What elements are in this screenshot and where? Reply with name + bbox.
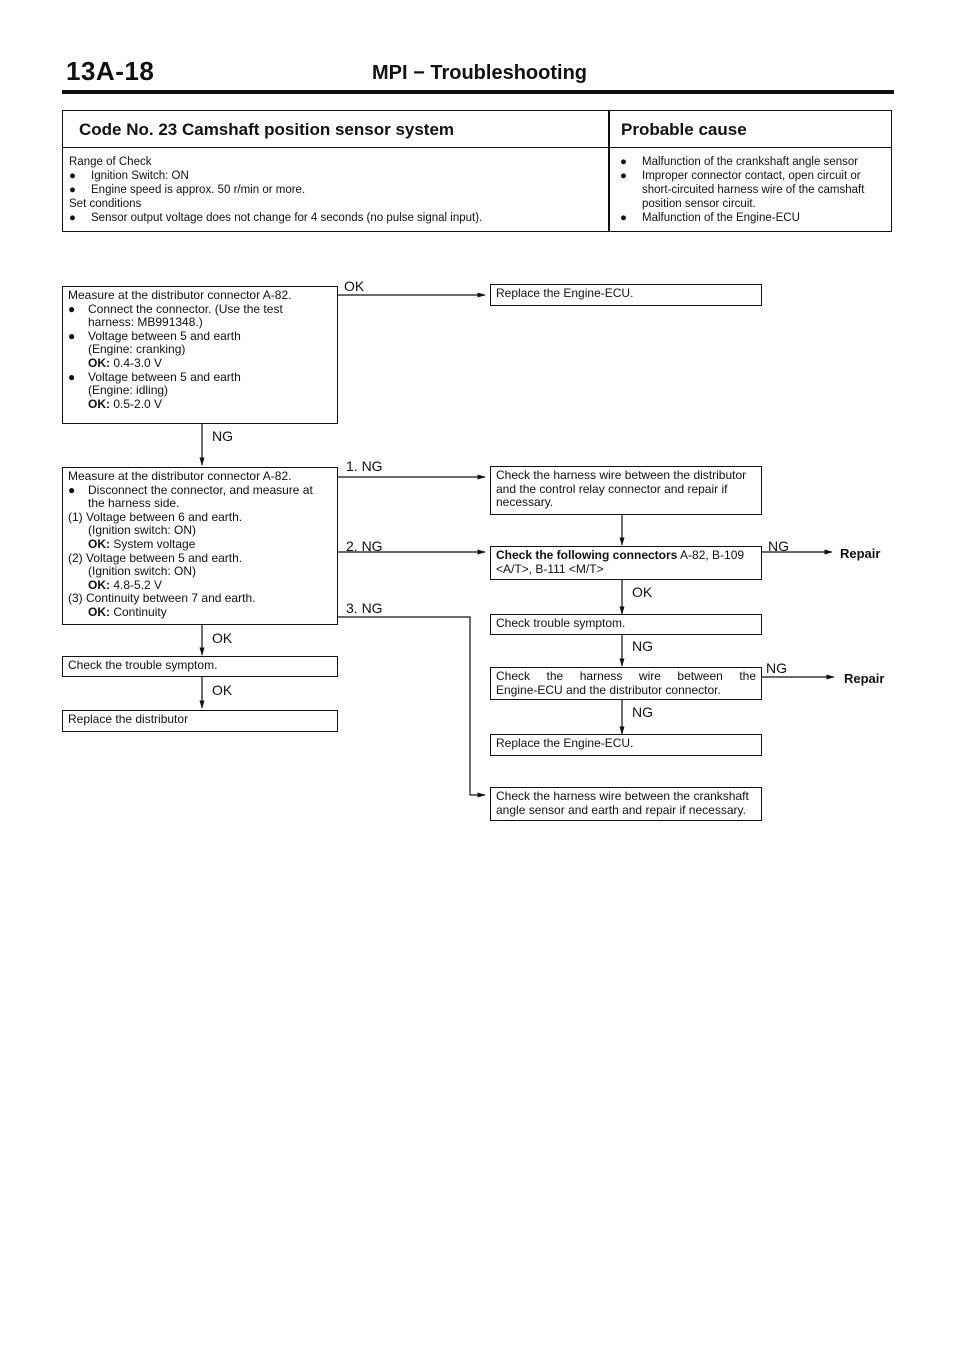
ng-label: NG (768, 538, 789, 554)
harness-ecu-box (490, 667, 762, 700)
text-line: and the control relay connector and repair if (496, 481, 728, 496)
step2-bullet-cont: the harness side. (88, 496, 180, 511)
step2-heading: Measure at the distributor connector A-82. (68, 469, 292, 483)
step2-item: (2) Voltage between 5 and earth. (68, 550, 243, 565)
step1-bullet: ● Connect the connector. (Use the test (68, 301, 283, 316)
ok-label: OK (344, 278, 365, 294)
step2-ok-spec: OK: 4.8-5.2 V (88, 577, 163, 592)
replace-ecu-box: Replace the Engine-ECU. (490, 284, 762, 306)
step1-ok-spec: OK: 0.5-2.0 V (88, 396, 163, 411)
ng2-label: 2. NG (346, 538, 383, 554)
harness-relay-box (490, 466, 762, 515)
text-line: necessary. (496, 495, 554, 510)
page-number: 13A-18 (66, 56, 155, 86)
probable-cause-heading: Probable cause (621, 120, 747, 139)
step2-ok-spec: OK: System voltage (88, 536, 196, 551)
text-line: <A/T>, B-111 <M/T> (496, 561, 604, 576)
text-line: Check the harness wire between the (496, 669, 756, 683)
ng-label: NG (766, 660, 787, 676)
ok-label: OK (632, 584, 653, 600)
ok-label: OK (212, 682, 233, 698)
step2-item: (1) Voltage between 6 and earth. (68, 509, 243, 524)
step2-item-cont: (Ignition switch: ON) (88, 523, 197, 538)
ng3-arrow (338, 617, 485, 795)
check-connectors-box (490, 546, 762, 580)
step1-bullet-cont: harness: MB991348.) (88, 315, 203, 330)
ng-label: NG (212, 428, 233, 444)
check-trouble-right-box: Check trouble symptom. (490, 614, 762, 635)
set-item: ● Sensor output voltage does not change for 4 seconds (no pulse signal input). (69, 212, 483, 224)
step1-bullet: ● Voltage between 5 and earth (68, 369, 241, 384)
range-item: ● Engine speed is approx. 50 r/min or more. (69, 184, 306, 196)
text-line: Check the harness wire between the crankshaft (496, 789, 749, 803)
replace-distributor-box: Replace the distributor (62, 710, 338, 732)
replace-ecu-final-box: Replace the Engine-ECU. (490, 734, 762, 756)
text-line: Engine-ECU and the distributor connector. (496, 682, 721, 697)
repair-label: Repair (844, 671, 885, 686)
step2-bullet: ● Disconnect the connector, and measure at (68, 482, 313, 497)
ng-label: NG (632, 638, 653, 654)
step1-ok-spec: OK: 0.4-3.0 V (88, 355, 163, 370)
ng3-label: 3. NG (346, 600, 383, 616)
ok-label: OK (212, 630, 233, 646)
text-line: Check the harness wire between the distributor (496, 468, 747, 482)
section-title: MPI − Troubleshooting (372, 62, 587, 84)
ng-label: NG (632, 704, 653, 720)
step2-item: (3) Continuity between 7 and earth. (68, 591, 256, 606)
range-heading: Range of Check (69, 156, 152, 168)
cause-item: ● Malfunction of the Engine-ECU (620, 212, 800, 224)
code-title: Code No. 23 Camshaft position sensor system (79, 120, 455, 139)
set-heading: Set conditions (69, 198, 142, 210)
step1-heading: Measure at the distributor connector A-82. (68, 288, 292, 302)
check-trouble-left-box: Check the trouble symptom. (62, 656, 338, 677)
text-line: angle sensor and earth and repair if necessary. (496, 802, 746, 817)
step2-box (62, 467, 338, 625)
step1-bullet: ● Voltage between 5 and earth (68, 328, 241, 343)
cause-item: ● Improper connector contact, open circuit or short-circuited harness wire of the camshaft position sensor circuit. (620, 170, 865, 210)
step1-box (62, 286, 338, 424)
harness-crank-box (490, 787, 762, 821)
ng1-label: 1. NG (346, 458, 383, 474)
cause-item: ● Malfunction of the crankshaft angle sensor (620, 156, 859, 168)
step1-bullet-cont: (Engine: idling) (88, 383, 169, 398)
step2-item-cont: (Ignition switch: ON) (88, 564, 197, 579)
range-item: ● Ignition Switch: ON (69, 170, 189, 182)
step1-bullet-cont: (Engine: cranking) (88, 342, 186, 357)
repair-label: Repair (840, 546, 881, 561)
text-line: Check the following connectors A-82, B-109 (496, 548, 745, 562)
step2-ok-spec: OK: Continuity (88, 604, 167, 619)
